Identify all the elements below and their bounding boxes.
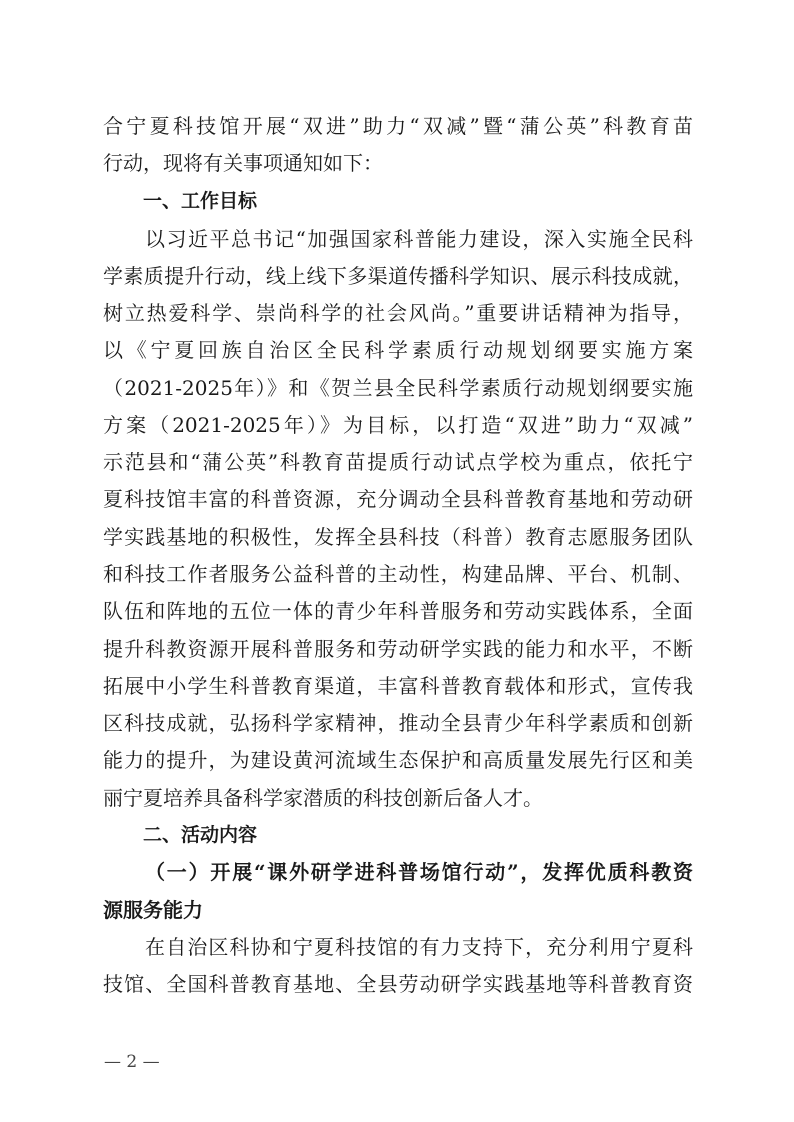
paragraph-line: 以《宁夏回族自治区全民科学素质行动规划纲要实施方案 bbox=[103, 338, 693, 362]
paragraph-line: 队伍和阵地的五位一体的青少年科普服务和劳动实践体系，全面 bbox=[103, 599, 693, 623]
paragraph-line: 学素质提升行动，线上线下多渠道传播科学知识、展示科技成就， bbox=[103, 264, 693, 288]
paragraph-line: 学实践基地的积极性，发挥全县科技（科普）教育志愿服务团队 bbox=[103, 525, 693, 549]
paragraph-line: 提升科教资源开展科普服务和劳动研学实践的能力和水平，不断 bbox=[103, 637, 693, 661]
paragraph-line: 在自治区科协和宁夏科技馆的有力支持下，充分利用宁夏科 bbox=[145, 935, 693, 959]
subsection-heading: （一）开展“课外研学进科普场馆行动”，发挥优质科教资 bbox=[145, 860, 693, 884]
paragraph-line: 夏科技馆丰富的科普资源，充分调动全县科普教育基地和劳动研 bbox=[103, 487, 693, 511]
paragraph-line: 能力的提升，为建设黄河流域生态保护和高质量发展先行区和美 bbox=[103, 748, 693, 772]
subsection-heading: 源服务能力 bbox=[103, 898, 203, 922]
paragraph-line: 合宁夏科技馆开展“双进”助力“双减”暨“蒲公英”科教育苗 bbox=[103, 114, 693, 138]
paragraph-line: 技馆、全国科普教育基地、全县劳动研学实践基地等科普教育资 bbox=[103, 972, 693, 996]
paragraph-line: 拓展中小学生科普教育渠道，丰富科普教育载体和形式，宣传我 bbox=[103, 674, 693, 698]
paragraph-line: 丽宁夏培养具备科学家潜质的科技创新后备人才。 bbox=[103, 786, 543, 810]
paragraph-line: 树立热爱科学、崇尚科学的社会风尚。”重要讲话精神为指导， bbox=[103, 301, 693, 325]
section-heading-work-goals: 一、工作目标 bbox=[143, 190, 258, 212]
paragraph-line: 方案（2021-2025年）》为目标，以打造“双进”助力“双减” bbox=[103, 413, 693, 437]
paragraph-line: （2021-2025年）》和《贺兰县全民科学素质行动规划纲要实施 bbox=[103, 376, 693, 400]
paragraph-line: 区科技成就，弘扬科学家精神，推动全县青少年科学素质和创新 bbox=[103, 711, 693, 735]
section-heading-activity-content: 二、活动内容 bbox=[143, 824, 258, 846]
paragraph-line: 和科技工作者服务公益科普的主动性，构建品牌、平台、机制、 bbox=[103, 562, 693, 586]
paragraph-line: 行动，现将有关事项通知如下： bbox=[103, 151, 383, 175]
paragraph-line: 以习近平总书记“加强国家科普能力建设，深入实施全民科 bbox=[145, 227, 693, 251]
page-number: — 2 — bbox=[104, 1052, 160, 1072]
paragraph-line: 示范县和“蒲公英”科教育苗提质行动试点学校为重点，依托宁 bbox=[103, 450, 693, 474]
